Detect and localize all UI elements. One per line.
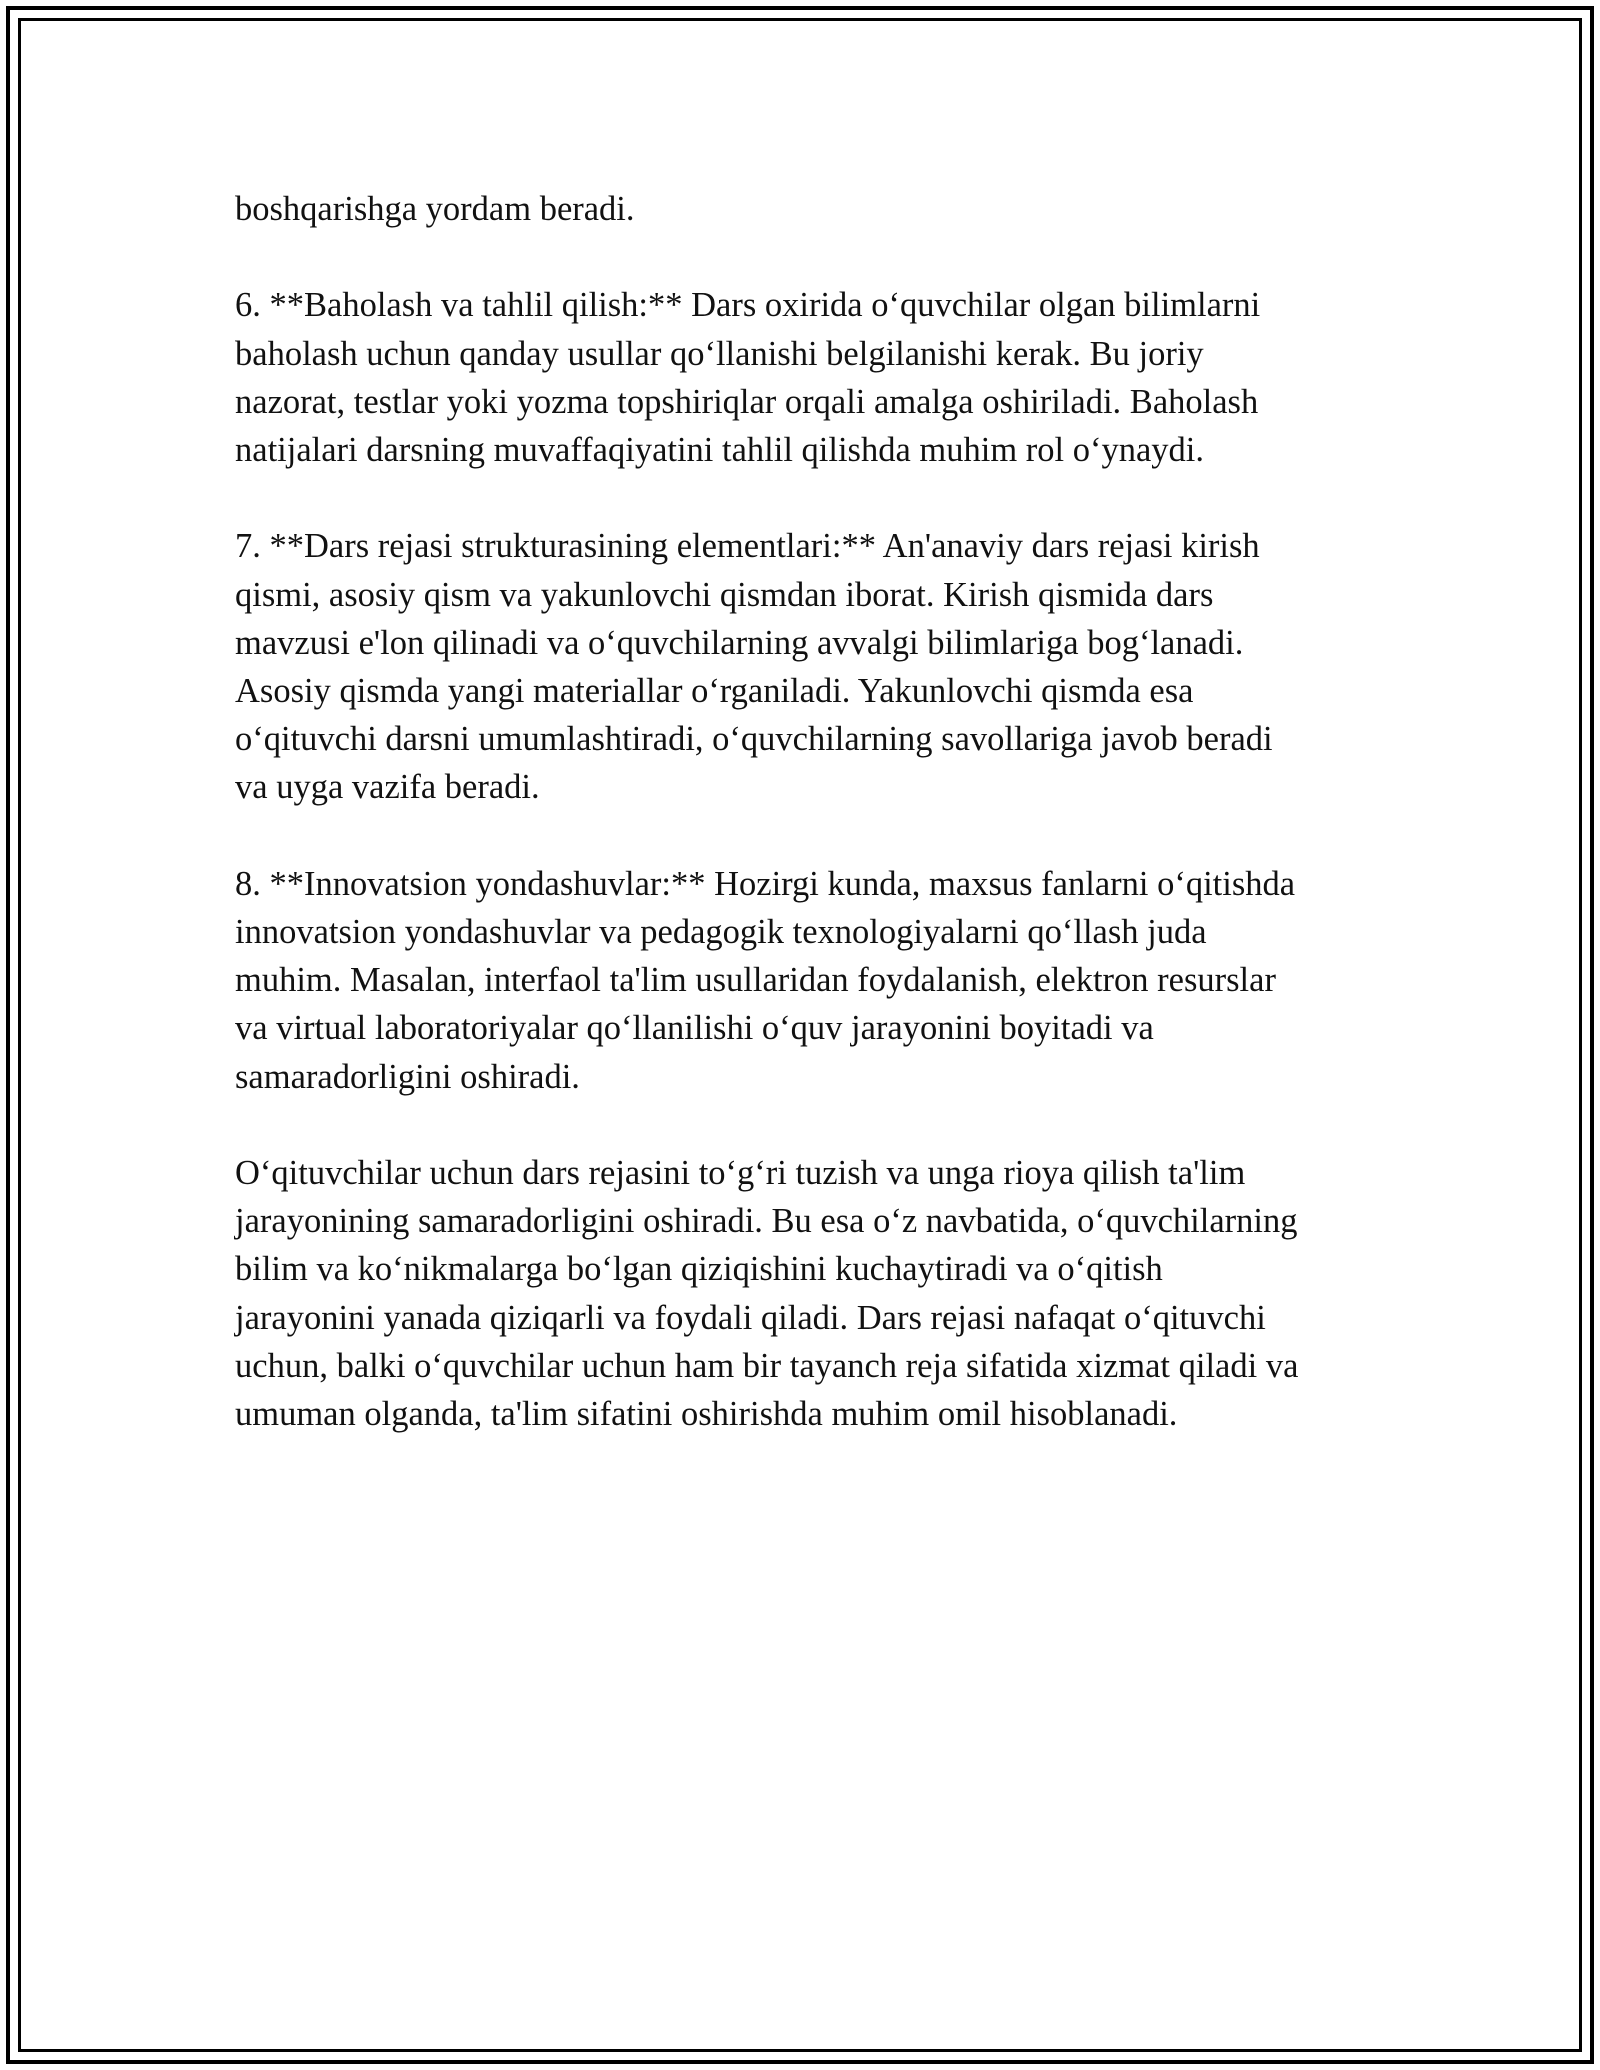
text-line: innovatsion yondashuvlar va pedagogik texnologiyalarni qo‘llash juda [235, 913, 1207, 951]
text-line: O‘qituvchilar uchun dars rejasini to‘g‘ri tuzish va unga rioya qilish ta'lim [235, 1154, 1246, 1192]
text-line: qismi, asosiy qism va yakunlovchi qismdan iborat. Kirish qismida dars [235, 575, 1214, 614]
text-line: va virtual laboratoriyalar qo‘llanilishi o‘quv jarayonini boyitadi va [235, 1009, 1154, 1048]
text-line: va uyga vazifa beradi. [235, 768, 540, 807]
text-line: 6. **Baholash va tahlil qilish:** Dars oxirida o‘quvchilar olgan bilimlarni [235, 286, 1261, 325]
text-line: o‘qituvchi darsni umumlashtiradi, o‘quvchilarning savollariga javob beradi [235, 720, 1273, 759]
text-line: samaradorligini oshiradi. [235, 1057, 580, 1096]
text-line: muhim. Masalan, interfaol ta'lim usullaridan foydalanish, elektron resurslar [235, 961, 1276, 1000]
text-line: bilim va ko‘nikmalarga bo‘lgan qiziqishini kuchaytiradi va o‘qitish [235, 1250, 1163, 1289]
text-line: umuman olganda, ta'lim sifatini oshirishda muhim omil hisoblanadi. [235, 1395, 1178, 1434]
text-line: natijalari darsning muvaffaqiyatini tahlil qilishda muhim rol o‘ynaydi. [235, 431, 1204, 469]
paragraph-item-8 [235, 860, 1395, 1101]
text-line: 7. **Dars rejasi strukturasining elementlari:** An'anaviy dars rejasi kirish [235, 527, 1260, 566]
document-body [235, 185, 1395, 1486]
text-line: boshqarishga yordam beradi. [235, 190, 635, 228]
paragraph-conclusion [235, 1149, 1395, 1438]
text-line: uchun, balki o‘quvchilar uchun ham bir tayanch reja sifatida xizmat qiladi va [235, 1346, 1299, 1385]
text-line: Asosiy qismda yangi materiallar o‘rganiladi. Yakunlovchi qismda esa [235, 672, 1194, 710]
paragraph-item-6 [235, 281, 1395, 474]
text-line: mavzusi e'lon qilinadi va o‘quvchilarning avvalgi bilimlariga bog‘lanadi. [235, 623, 1244, 662]
text-line: baholash uchun qanday usullar qo‘llanishi belgilanishi kerak. Bu joriy [235, 334, 1204, 373]
text-line: 8. **Innovatsion yondashuvlar:** Hozirgi kunda, maxsus fanlarni o‘qitishda [235, 864, 1296, 903]
text-line: nazorat, testlar yoki yozma topshiriqlar orqali amalga oshiriladi. Baholash [235, 382, 1259, 421]
paragraph-continuation [235, 185, 1395, 233]
text-line: jarayonini yanada qiziqarli va foydali qiladi. Dars rejasi nafaqat o‘qituvchi [235, 1298, 1266, 1337]
text-line: jarayonining samaradorligini oshiradi. Bu esa o‘z navbatida, o‘quvchilarning [235, 1202, 1298, 1241]
paragraph-item-7 [235, 522, 1395, 811]
